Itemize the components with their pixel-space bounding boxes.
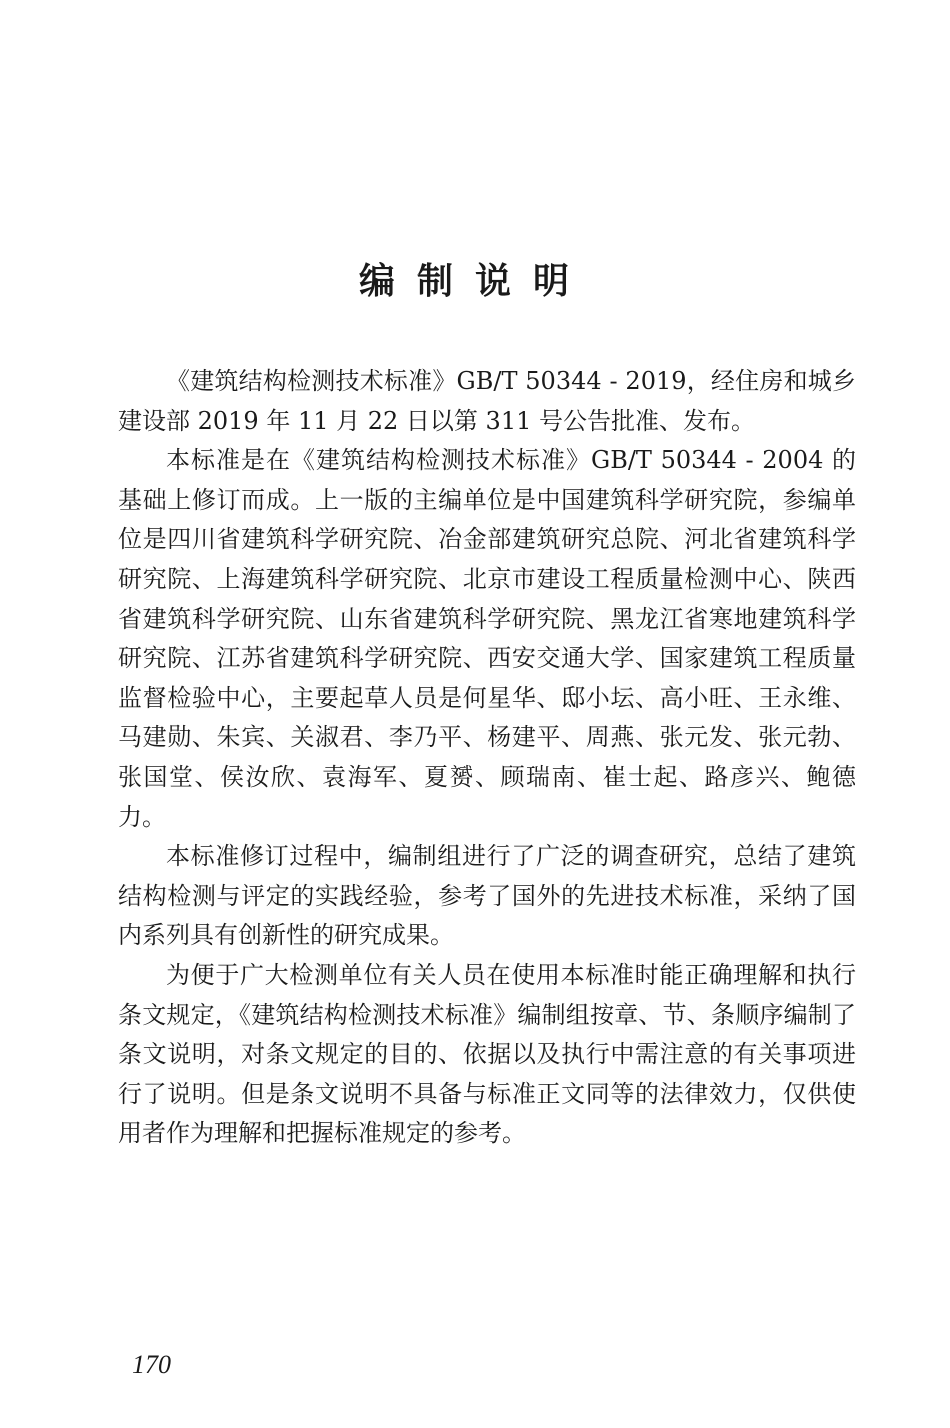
- paragraph-usage-note: 为便于广大检测单位有关人员在使用本标准时能正确理解和执行条文规定，《建筑结构检测技术标准》编制组按章、节、条顺序编制了条文说明，对条文规定的目的、依据以及执行中需注意的有关事项进行了说明。但是条文说明不具备与标准正文同等的法律效力，仅供使用者作为理解和把握标准规定的参考。: [118, 960, 856, 1148]
- body-text: [118, 362, 856, 1154]
- paragraph-revision-history: 本标准是在《建筑结构检测技术标准》GB/T 50344 - 2004 的基础上修订而成。上一版的主编单位是中国建筑科学研究院，参编单位是四川省建筑科学研究院、冶金部建筑研究总院、河北省建筑科学研究院、上海建筑科学研究院、北京市建设工程质量检测中心、陕西省建筑科学研究院、山东省建筑科学研究院、黑龙江省寒地建筑科学研究院、江苏省建筑科学研究院、西安交通大学、国家建筑工程质量监督检验中心，主要起草人员是何星华、邸小坛、高小旺、王永维、马建勋、朱宾、关淑君、李乃平、杨建平、周燕、张元发、张元勃、张国堂、侯汝欣、袁海军、夏赟、顾瑞南、崔士起、路彦兴、鲍德力。: [118, 446, 856, 831]
- page-number: 170: [132, 1350, 171, 1379]
- paragraph-revision-process: 本标准修订过程中，编制组进行了广泛的调查研究，总结了建筑结构检测与评定的实践经验，参考了国外的先进技术标准，采纳了国内系列具有创新性的研究成果。: [118, 842, 856, 950]
- paragraph-approval: 《建筑结构检测技术标准》GB/T 50344 - 2019，经住房和城乡建设部 2019 年 11 月 22 日以第 311 号公告批准、发布。: [118, 367, 856, 435]
- page-title: 编制说明: [358, 261, 591, 302]
